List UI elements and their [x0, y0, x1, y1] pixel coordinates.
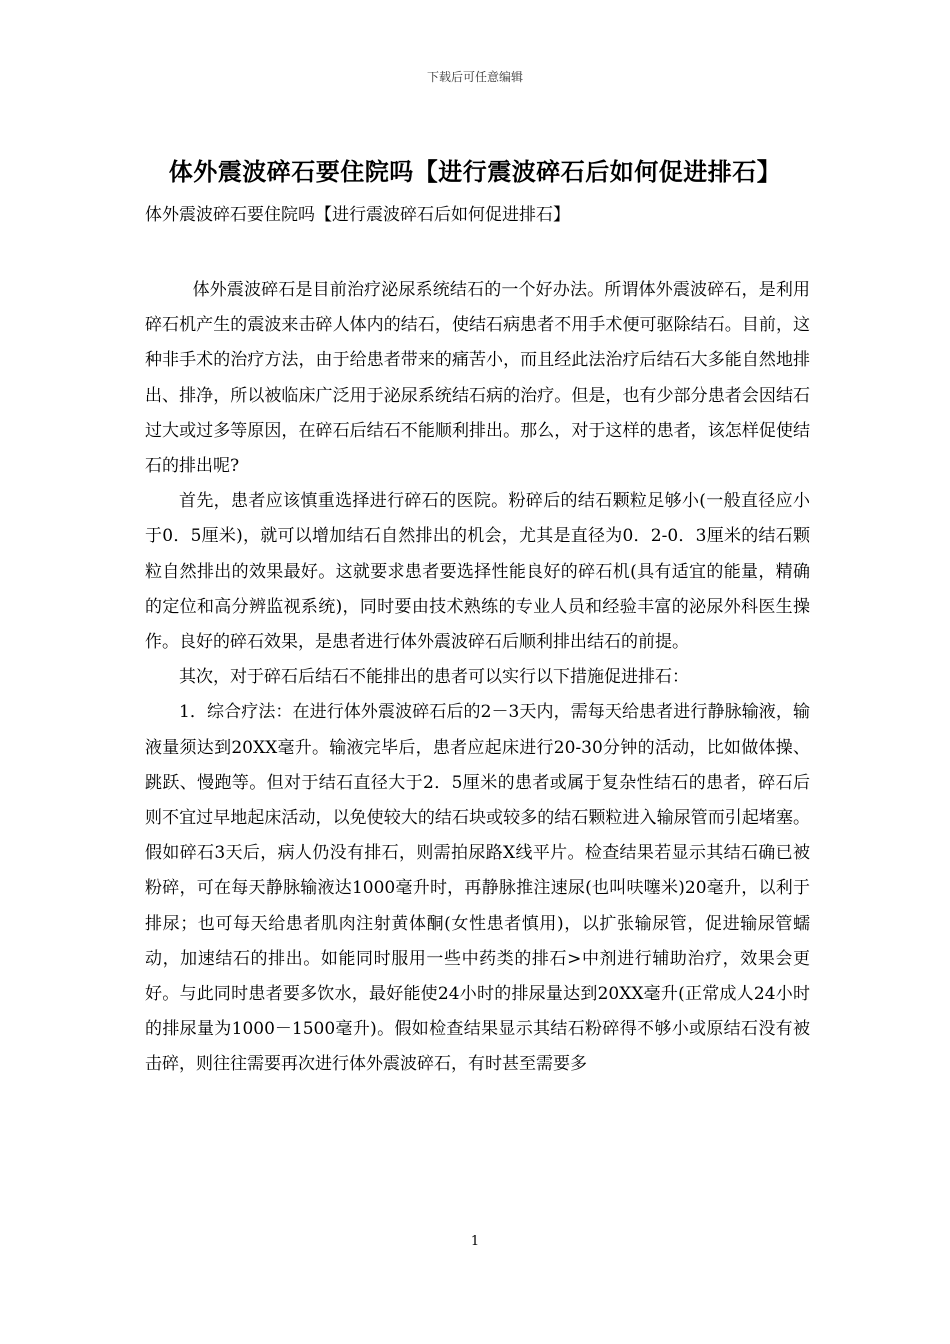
document-title: 体外震波碎石要住院吗【进行震波碎石后如何促进排石】 — [168, 157, 782, 186]
page-number: 1 — [470, 1234, 480, 1249]
body-paragraph: 首先，患者应该慎重选择进行碎石的医院。粉碎后的结石颗粒足够小(一般直径应小于0．5厘米)，就可以增加结石自然排出的机会，尤其是直径为0．2-0．3厘米的结石颗粒自然排出的效果最好。这就要求患者要选择性能良好的碎石机(具有适宜的能量，精确的定位和高分辨监视系统)，同时要由技术熟练的专业人员和经验丰富的泌尿外科医生操作。良好的碎石效果，是患者进行体外震波碎石后顺利排出结石的前提。 — [145, 491, 810, 653]
body-paragraph: 其次，对于碎石后结石不能排出的患者可以实行以下措施促进排石： — [179, 667, 689, 688]
document-body — [145, 273, 810, 1083]
page-header-note: 下载后可任意编辑 — [426, 70, 523, 84]
body-paragraph: 体外震波碎石是目前治疗泌尿系统结石的一个好办法。所谓体外震波碎石，是利用碎石机产生的震波来击碎人体内的结石，使结石病患者不用手术便可驱除结石。目前，这种非手术的治疗方法，由于给患者带来的痛苦小，而且经此法治疗后结石大多能自然地排出、排净，所以被临床广泛用于泌尿系统结石病的治疗。但是，也有少部分患者会因结石过大或过多等原因，在碎石后结石不能顺利排出。那么，对于这样的患者，该怎样促使结石的排出呢? — [145, 280, 810, 477]
body-paragraph: 1．综合疗法：在进行体外震波碎石后的2－3天内，需每天给患者进行静脉输液，输液量须达到20XX毫升。输液完毕后，患者应起床进行20-30分钟的活动，比如做体操、跳跃、慢跑等。但对于结石直径大于2．5厘米的患者或属于复杂性结石的患者，碎石后则不宜过早地起床活动，以免使较大的结石块或较多的结石颗粒进入输尿管而引起堵塞。假如碎石3天后，病人仍没有排石，则需拍尿路X线平片。检查结果若显示其结石确已被粉碎，可在每天静脉输液达1000毫升时，再静脉推注速尿(也叫呋噻米)20毫升，以利于排尿；也可每天给患者肌肉注射黄体酮(女性患者慎用)，以扩张输尿管，促进输尿管蠕动，加速结石的排出。如能同时服用一些中药类的排石>中剂进行辅助治疗，效果会更好。与此同时患者要多饮水，最好能使24小时的排尿量达到20XX毫升(正常成人24小时的排尿量为1000－1500毫升)。假如检查结果显示其结石粉碎得不够小或原结石没有被击碎，则往往需要再次进行体外震波碎石，有时甚至需要多 — [145, 702, 810, 1075]
document-subtitle: 体外震波碎石要住院吗【进行震波碎石后如何促进排石】 — [145, 205, 570, 225]
